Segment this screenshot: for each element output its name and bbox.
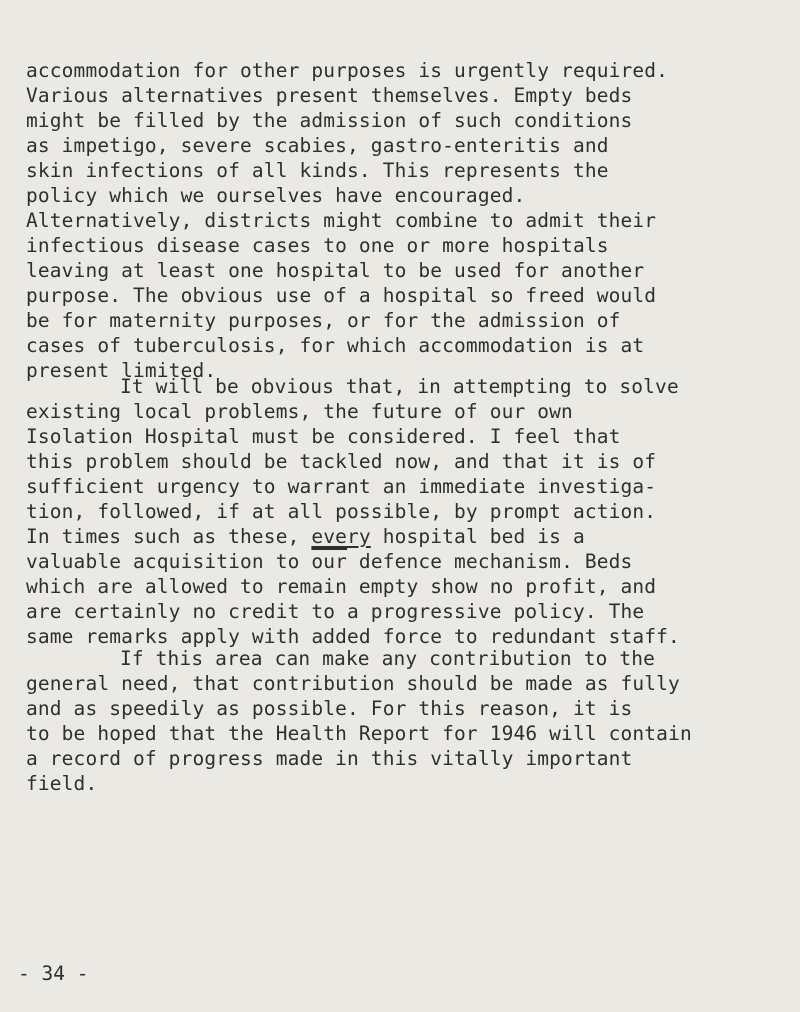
text-line: a record of progress made in this vitally important (26, 747, 633, 770)
page-number: - 34 - (18, 962, 89, 985)
text-line: skin infections of all kinds. This represents the (26, 159, 609, 182)
text-line: infectious disease cases to one or more hospitals (26, 234, 609, 257)
text-segment: valuable acquisition to (26, 550, 312, 573)
paragraph-1 (26, 58, 668, 383)
text-line: purpose. The obvious use of a hospital so freed would (26, 284, 657, 307)
text-segment: defence mechanism. Beds (347, 550, 633, 573)
text-line: general need, that contribution should be made as fully (26, 672, 680, 695)
text-line: cases of tuberculosis, for which accommodation is at (26, 334, 645, 357)
text-line: policy which we ourselves have encouraged. (26, 184, 526, 207)
text-line: tion, followed, if at all possible, by prompt action. (26, 500, 657, 523)
text-line: be for maternity purposes, or for the admission of (26, 309, 621, 332)
text-segment: In times such as these, (26, 525, 312, 548)
text-line: existing local problems, the future of our own (26, 400, 573, 423)
text-line: accommodation for other purposes is urgently required. (26, 59, 669, 82)
text-line: same remarks apply with added force to redundant staff. (26, 625, 680, 648)
paragraph-3 (26, 646, 692, 796)
text-line: present limited. (26, 359, 217, 382)
text-line: and as speedily as possible. For this reason, it is (26, 697, 633, 720)
text-line: Isolation Hospital must be considered. I feel that (26, 425, 621, 448)
text-line: which are allowed to remain empty show no profit, and (26, 575, 657, 598)
text-line: Alternatively, districts might combine to admit their (26, 209, 657, 232)
text-line: If this area can make any contribution to the (120, 647, 656, 670)
text-line: field. (26, 772, 98, 795)
text-line-with-underline (26, 524, 680, 549)
text-line: as impetigo, severe scabies, gastro-enteritis and (26, 134, 609, 157)
text-line-with-overline (26, 549, 680, 574)
text-line: leaving at least one hospital to be used for another (26, 259, 645, 282)
text-line: might be filled by the admission of such conditions (26, 109, 633, 132)
text-segment: hospital bed is a (370, 525, 585, 548)
overlined-word: $\overline{our}$ (311, 550, 348, 573)
text-line: It will be obvious that, in attempting to solve (120, 375, 679, 398)
text-line: this problem should be tackled now, and that it is of (26, 450, 657, 473)
text-line: are certainly no credit to a progressive policy. The (26, 600, 645, 623)
paragraph-2 (26, 374, 680, 649)
text-line: sufficient urgency to warrant an immediate investiga- (26, 475, 657, 498)
text-line: to be hoped that the Health Report for 1946 will contain (26, 722, 692, 745)
underlined-word: every (311, 525, 371, 548)
text-line: Various alternatives present themselves. Empty beds (26, 84, 633, 107)
